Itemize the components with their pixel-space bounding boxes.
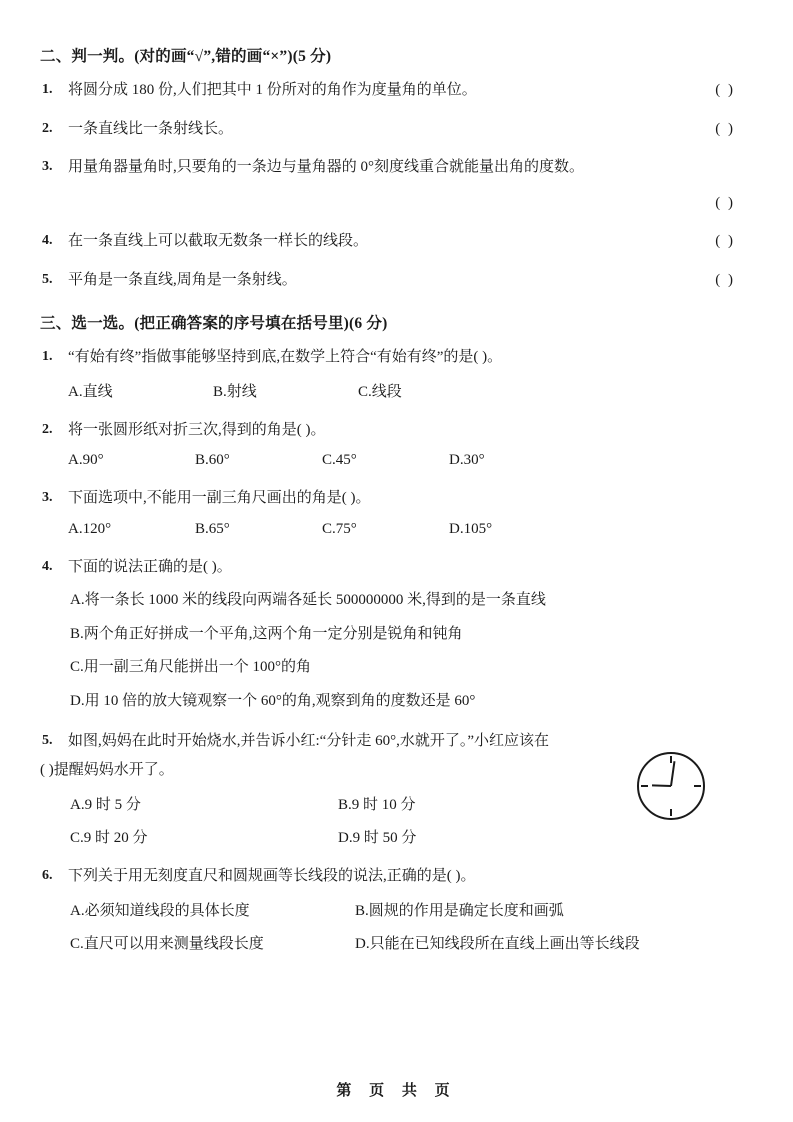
clock-tick-6 — [670, 809, 672, 816]
question-text: 一条直线比一条射线长。 — [68, 120, 234, 137]
option-b[interactable]: B.射线 — [213, 383, 257, 400]
question-text: 将圆分成 180 份,人们把其中 1 份所对的角作为度量角的单位。 — [68, 82, 477, 98]
section-heading: 二、判一判。(对的画“√”,错的画“×”)(5 分) — [40, 48, 332, 65]
section-heading: 三、选一选。(把正确答案的序号填在括号里)(6 分) — [40, 315, 388, 332]
question-item — [40, 346, 735, 369]
question-text: 下面的说法正确的是( )。 — [68, 558, 232, 575]
question-item — [40, 730, 735, 753]
option-d[interactable]: D.9 时 50 分 — [338, 830, 417, 846]
answer-parenthesis[interactable]: ( ) — [715, 120, 735, 137]
option-row — [40, 899, 735, 920]
section-true-false — [40, 44, 735, 291]
question-text: 在一条直线上可以截取无数条一样长的线段。 — [68, 233, 369, 249]
question-item — [40, 118, 735, 141]
question-number: 1. — [42, 82, 53, 97]
option-a[interactable]: A.将一条长 1000 米的线段向两端各延长 500000000 米,得到的是一条直线 — [70, 592, 546, 608]
question-item — [40, 156, 735, 214]
question-text: 下列关于用无刻度直尺和圆规画等长线段的说法,正确的是( )。 — [68, 868, 476, 884]
option-d[interactable]: D.105° — [449, 520, 493, 537]
option-b[interactable]: B.60° — [195, 452, 230, 468]
clock-minute-hand — [670, 761, 675, 786]
option-b[interactable]: B.圆规的作用是确定长度和画弧 — [355, 902, 564, 919]
clock-hour-hand — [652, 784, 671, 787]
option-row — [40, 452, 735, 469]
page-footer: 第 页 共 页 — [336, 1083, 457, 1099]
option-a[interactable]: A.直线 — [68, 383, 113, 400]
option-c[interactable]: C.45° — [322, 452, 357, 468]
question-number: 5. — [42, 733, 53, 748]
option-row — [40, 521, 735, 538]
clock-tick-9 — [641, 785, 648, 787]
clock-face-icon — [637, 752, 705, 820]
question-text: 将一张圆形纸对折三次,得到的角是( )。 — [68, 421, 326, 438]
option-d[interactable]: D.30° — [449, 452, 485, 468]
question-number: 2. — [42, 421, 53, 437]
question-with-figure — [40, 730, 735, 847]
option-b[interactable]: B.两个角正好拼成一个平角,这两个角一定分别是锐角和钝角 — [70, 625, 463, 642]
question-text-cont: ( )提醒妈妈水开了。 — [40, 761, 174, 778]
option-c[interactable]: C.9 时 20 分 — [70, 830, 148, 846]
question-number: 4. — [42, 558, 53, 574]
option-row — [40, 826, 735, 847]
option-a[interactable]: A.必须知道线段的具体长度 — [70, 902, 250, 919]
question-text: 如图,妈妈在此时开始烧水,并告诉小红:“分针走 60°,水就开了。”小红应该在 — [68, 733, 549, 749]
option-a[interactable]: A.9 时 5 分 — [70, 797, 141, 813]
question-item — [40, 419, 735, 442]
question-number: 3. — [42, 490, 53, 505]
question-number: 3. — [42, 159, 53, 174]
option-row — [40, 932, 735, 953]
clock-tick-12 — [670, 756, 672, 763]
option-row — [40, 793, 735, 814]
question-item — [40, 230, 735, 253]
question-item — [40, 487, 735, 510]
section-multiple-choice — [40, 311, 735, 953]
question-number: 5. — [42, 271, 53, 287]
option-a[interactable]: A.120° — [68, 520, 112, 537]
question-text: 平角是一条直线,周角是一条射线。 — [68, 271, 297, 288]
question-text: 下面选项中,不能用一副三角尺画出的角是( )。 — [68, 490, 371, 506]
option-row — [40, 380, 735, 401]
option-c[interactable]: C.用一副三角尺能拼出一个 100°的角 — [70, 659, 312, 675]
answer-parenthesis[interactable]: ( ) — [715, 194, 735, 211]
answer-parenthesis[interactable]: ( ) — [715, 271, 735, 288]
question-item — [40, 79, 735, 102]
question-number: 1. — [42, 349, 53, 364]
option-d[interactable]: D.用 10 倍的放大镜观察一个 60°的角,观察到角的度数还是 60° — [70, 692, 476, 709]
question-number: 6. — [42, 868, 53, 883]
option-d[interactable]: D.只能在已知线段所在直线上画出等长线段 — [355, 935, 640, 952]
question-text: 用量角器量角时,只要角的一条边与量角器的 0°刻度线重合就能量出角的度数。 — [68, 159, 585, 175]
answer-parenthesis[interactable]: ( ) — [715, 82, 735, 98]
question-item — [40, 269, 735, 292]
question-text: “有始有终”指做事能够坚持到底,在数学上符合“有始有终”的是( )。 — [68, 349, 503, 365]
question-item — [40, 865, 735, 888]
question-number: 4. — [42, 233, 53, 248]
option-b[interactable]: B.65° — [195, 520, 230, 537]
option-c[interactable]: C.直尺可以用来测量线段长度 — [70, 935, 264, 952]
clock-tick-3 — [694, 785, 701, 787]
option-b[interactable]: B.9 时 10 分 — [338, 797, 416, 813]
option-c[interactable]: C.75° — [322, 520, 357, 537]
question-item — [40, 556, 735, 579]
answer-parenthesis[interactable]: ( ) — [715, 233, 735, 249]
option-c[interactable]: C.线段 — [358, 383, 402, 400]
option-a[interactable]: A.90° — [68, 452, 104, 468]
question-number: 2. — [42, 120, 53, 136]
